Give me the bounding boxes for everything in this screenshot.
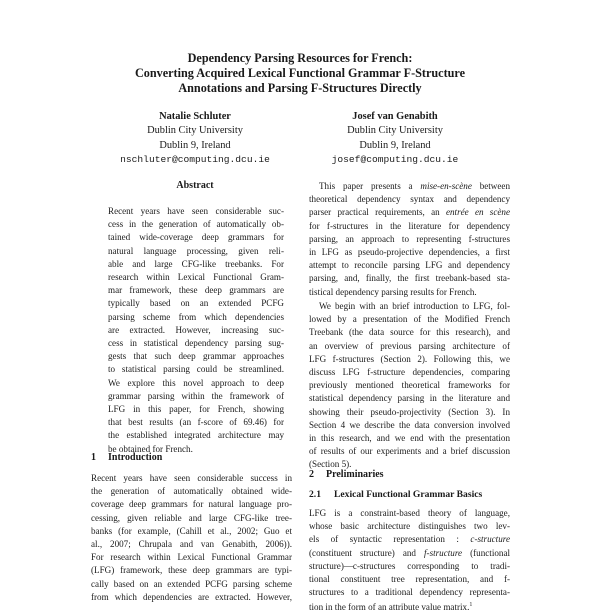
text-segment: theoretical dependency syntax and dependency — [309, 194, 510, 205]
text-line: Section 4 we describe the data conversion involved — [309, 419, 510, 430]
text-line — [309, 533, 510, 546]
text-segment: mise-en-scène — [420, 181, 472, 191]
author-affiliation: Dublin City University — [347, 125, 443, 137]
right-column-paragraph-3 — [309, 507, 510, 615]
text-line: an overview of previous parsing architecture of — [309, 340, 510, 351]
text-line: al., 2007; Chrupala and van Genabith, 2006)). — [91, 539, 292, 550]
text-segment: f-structure — [424, 547, 463, 558]
text-line: For research within Lexical Functional Grammar — [91, 552, 292, 563]
text-line — [309, 520, 510, 533]
text-segment: els of syntactic representation : — [309, 534, 471, 545]
text-line — [309, 206, 510, 219]
section-title: Preliminaries — [326, 469, 384, 480]
subsection-title: Lexical Functional Grammar Basics — [334, 489, 483, 500]
author-affiliation: Dublin City University — [147, 125, 243, 137]
text-segment: tional constituent tree representation, and f- — [309, 574, 510, 585]
text-line: We begin with an brief introduction to LFG, fol- — [319, 301, 510, 311]
text-line: typically based on an extended PCFG — [108, 298, 284, 309]
text-line: mar framework, these deep grammars are — [108, 285, 284, 296]
text-line: discuss LFG f-structure dependencies, comparing — [309, 367, 510, 378]
text-segment: This paper presents a — [319, 181, 421, 191]
text-line — [309, 233, 510, 246]
text-line: cess in statistical dependency parsing sug- — [108, 338, 284, 349]
text-line: lowed by a presentation of the Modified French — [309, 314, 510, 325]
text-line — [309, 272, 510, 285]
text-line: Treebank (the data source for this research), and — [309, 327, 510, 338]
right-column-paragraph-1 — [309, 180, 510, 299]
text-line — [309, 573, 510, 586]
text-segment: in LFG as pseudo-projective dependencies, a first — [309, 247, 510, 258]
text-line — [309, 547, 510, 560]
text-line: are extracted. However, increasing suc- — [108, 324, 284, 335]
text-segment: attempt to reconcile parsing LFG and dependency — [309, 260, 510, 271]
text-segment: 1 — [469, 602, 473, 609]
text-line: showing their pseudo-projectivity (Section 3). In — [309, 406, 510, 417]
text-segment: whose basic architecture distinguishes two lev- — [309, 521, 510, 532]
author-email: josef@computing.dcu.ie — [331, 154, 459, 166]
text-line: LFG in this paper, for French, showing — [108, 404, 284, 415]
text-line — [309, 220, 510, 233]
author-address: Dublin 9, Ireland — [359, 139, 431, 151]
section-number: 1 — [91, 452, 96, 463]
text-line — [309, 180, 510, 193]
text-line: cally based on an extended PCFG parsing scheme — [91, 578, 292, 589]
section-title: Introduction — [108, 452, 163, 463]
text-segment: entrée en scène — [445, 207, 511, 218]
text-line — [309, 246, 510, 259]
text-line: (Section 5). — [309, 459, 352, 470]
text-line: cess in the generation of automatically ob- — [108, 219, 284, 230]
text-line: (LFG) framework, these deep grammars are typi- — [91, 565, 292, 576]
text-line — [309, 259, 510, 272]
author-block — [300, 110, 490, 168]
text-segment: parsing, an approach to representing f-structures — [309, 233, 510, 244]
abstract-heading: Abstract — [176, 180, 214, 191]
title-line: Dependency Parsing Resources for French: — [187, 51, 413, 65]
text-segment: tistical dependency parsing results for French. — [309, 286, 477, 297]
text-line — [309, 286, 510, 299]
text-line: grammar parsing within the framework of — [108, 390, 284, 401]
subsection-number: 2.1 — [309, 489, 321, 500]
text-line: gests that such deep grammar approaches — [108, 351, 284, 362]
text-line: able and large CFG-like treebanks. For — [108, 258, 284, 269]
author-email: nschluter@computing.dcu.ie — [120, 154, 270, 166]
title-line: Annotations and Parsing F-Structures Directly — [178, 81, 422, 96]
text-line: to statistical parsing could be streamlined. — [108, 364, 284, 375]
introduction-body — [91, 472, 292, 604]
text-segment: for f-structures in the literature for dependency — [309, 220, 510, 231]
subsection-heading-lfg-basics — [309, 489, 482, 500]
text-segment: (constituent structure) and — [309, 547, 425, 558]
text-segment: (functional — [462, 547, 511, 558]
text-line: coverage deep grammars for natural language pro- — [91, 499, 292, 510]
text-line: that best results (an f-score of 69.46) for — [108, 417, 284, 428]
text-segment: c-structure — [470, 534, 510, 545]
text-line: statistical dependency parsing in the literature and — [309, 393, 510, 404]
text-segment: LFG is a constraint-based theory of language, — [309, 508, 510, 518]
text-line — [309, 193, 510, 206]
paper-title — [90, 51, 510, 97]
text-line: be obtained for French. — [108, 443, 193, 454]
text-line: in this research, and we end with the presentation — [309, 433, 510, 444]
text-line: LFG f-structures (Section 2). Following this, we — [309, 353, 510, 364]
text-segment: tion in the form of an attribute value matrix. — [309, 602, 470, 613]
text-line: tained wide-coverage deep grammars for — [108, 232, 284, 243]
author-address: Dublin 9, Ireland — [159, 139, 231, 151]
text-line — [309, 507, 510, 520]
text-segment: parser practical requirements, an — [309, 207, 446, 218]
text-line: the established integrated architecture may — [108, 430, 284, 441]
text-line: parsing scheme from which dependencies — [108, 311, 284, 322]
abstract-body — [108, 205, 284, 456]
text-line: from which dependencies are extracted. However, — [91, 591, 292, 602]
text-line: We explore this novel approach to deep — [108, 377, 284, 388]
author-block — [100, 110, 290, 168]
text-line: Recent years have seen considerable suc- — [108, 206, 284, 216]
section-heading-introduction — [91, 452, 162, 463]
text-line: of results of our experiments and a brief discussion — [309, 446, 510, 457]
text-segment: structures to a traditional dependency representa- — [309, 587, 510, 598]
text-segment: parsing, and, finally, the first treebank-based sta- — [309, 273, 510, 284]
text-line: previously mentioned theoretical frameworks for — [309, 380, 510, 391]
section-heading-preliminaries — [309, 469, 384, 480]
text-line: Recent years have seen considerable success in — [91, 473, 292, 483]
text-line: research within Lexical Functional Gram- — [108, 272, 284, 283]
title-line: Converting Acquired Lexical Functional Grammar F-Structure — [134, 66, 466, 81]
text-segment: structure)—c-structures corresponding to tradi- — [309, 560, 510, 571]
section-number: 2 — [309, 469, 314, 480]
text-line: natural language processing, given reli- — [108, 245, 284, 256]
text-line — [309, 560, 510, 573]
text-segment: between — [471, 181, 510, 191]
author-name: Natalie Schluter — [159, 111, 231, 122]
right-column-paragraph-2 — [309, 300, 510, 472]
author-name: Josef van Genabith — [352, 111, 438, 122]
text-line: the generation of automatically obtained wide- — [91, 486, 292, 497]
text-line: cessing, given reliable and large CFG-like tree- — [91, 512, 292, 523]
text-line: banks (for example, (Cahill et al., 2002; Guo et — [91, 525, 292, 536]
text-line — [309, 599, 510, 614]
text-line — [309, 586, 510, 599]
